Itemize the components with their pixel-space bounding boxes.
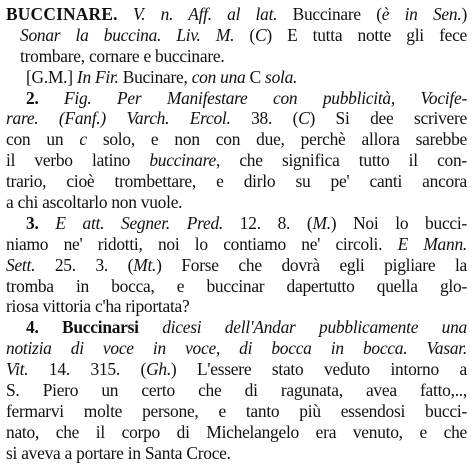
text-line (6, 359, 467, 380)
text-segment: Sett. (6, 254, 36, 275)
text-segment: trombare, cornare e buccinare. (20, 45, 225, 66)
text-segment: , che significa tutto il con- (215, 150, 467, 171)
text-segment: ) Forse che dovrà egli pigliare la (156, 254, 467, 275)
text-segment: 4. Buccinarsi (26, 317, 163, 338)
text-segment: In Fir. (76, 66, 119, 87)
text-segment: riosa vittoria c'ha riportata? (6, 296, 190, 317)
text-segment: C (254, 24, 267, 45)
text-line (6, 171, 467, 192)
text-segment: Sonar la buccina. Liv. M. (20, 24, 235, 45)
note-line (6, 67, 467, 88)
text-segment: C (245, 66, 266, 87)
text-segment: con una (191, 66, 246, 87)
text-segment: ) Noi lo bucci- (330, 212, 467, 233)
text-segment: sola. (265, 66, 298, 87)
text-segment: C (298, 108, 310, 129)
dictionary-entry-buccinare (6, 4, 467, 464)
text-segment: ) L'essere stato veduto intorno a (170, 359, 467, 380)
text-line (6, 192, 467, 213)
text-segment: 38. ( (230, 108, 299, 129)
text-segment: dicesi dell'Andar pubblicamente una (162, 317, 467, 338)
text-segment: Buccinare ( (292, 4, 382, 24)
text-segment: 25. 3. ( (35, 254, 134, 275)
text-segment: E Mann. (397, 233, 467, 254)
text-line (6, 296, 467, 317)
text-segment: ( (234, 24, 255, 45)
text-segment: Gh. (146, 359, 171, 380)
sense-2-line (6, 88, 467, 109)
text-segment: 14. 315. ( (28, 359, 147, 380)
text-segment: E att. Segner. Pred. (55, 212, 224, 233)
text-segment: 12. 8. ( (223, 212, 313, 233)
text-segment: 3. (26, 212, 56, 233)
text-segment: Bucinare, (118, 66, 192, 87)
text-segment: c (79, 129, 87, 150)
text-segment: buccinare (149, 150, 216, 171)
text-segment: rare. (Fanf.) Varch. Ercol. (6, 108, 231, 129)
text-segment: con un (6, 129, 80, 150)
text-segment: il verbo latino (6, 150, 150, 171)
text-line (6, 380, 467, 401)
text-line (6, 338, 467, 359)
text-segment: Mt. (133, 254, 157, 275)
text-line (6, 108, 467, 129)
text-segment: S. Piero un certo che di ragunata, avea fatto,.., (6, 380, 467, 401)
text-segment: V. n. Aff. al lat. (117, 4, 293, 24)
text-segment: a chi ascoltarlo non vuole. (6, 192, 183, 213)
text-segment: Fig. Per Manifestare con pubblicità, Vocife- (64, 87, 467, 108)
sense-4-line (6, 317, 467, 338)
text-segment: è in Sen. (381, 4, 462, 24)
text-segment: nato, che il corpo di Michelangelo era venuto, e che (6, 421, 467, 442)
text-line (6, 276, 467, 297)
text-segment: 2. (26, 87, 65, 108)
text-segment: M. (312, 212, 331, 233)
text-line (6, 46, 467, 67)
entry-heading-line (6, 4, 467, 25)
text-segment: ) (461, 4, 467, 24)
text-segment: fermarvi molte persone, e tanto più essendosi bucci- (6, 400, 467, 421)
text-line (6, 443, 467, 464)
text-line (6, 150, 467, 171)
text-line (6, 25, 467, 46)
text-line (6, 234, 467, 255)
text-segment: ) E tutta notte gli fece (266, 24, 467, 45)
text-segment: notizia di voce in voce, di bocca in bocca. Vasar. (6, 338, 467, 359)
text-segment: si aveva a portare in Santa Croce. (6, 442, 231, 463)
text-line (6, 129, 467, 150)
text-segment: ) Si dee scrivere (309, 108, 467, 129)
sense-3-line (6, 213, 467, 234)
text-segment: niamo ne' ridotti, noi lo contiamo ne' circoli. (6, 233, 398, 254)
headword: BUCCINARE. (6, 4, 118, 24)
text-segment: tromba in bocca, e buccinar dapertutto quella glo- (6, 275, 467, 296)
text-line (6, 422, 467, 443)
text-segment: trario, cioè trombettare, e dirlo su pe' canti ancora (6, 171, 467, 192)
text-line (6, 401, 467, 422)
text-segment: Vit. (6, 359, 29, 380)
text-segment: [G.M.] (26, 66, 77, 87)
text-line (6, 255, 467, 276)
text-segment: solo, e non con due, perchè allora sarebbe (86, 129, 467, 150)
